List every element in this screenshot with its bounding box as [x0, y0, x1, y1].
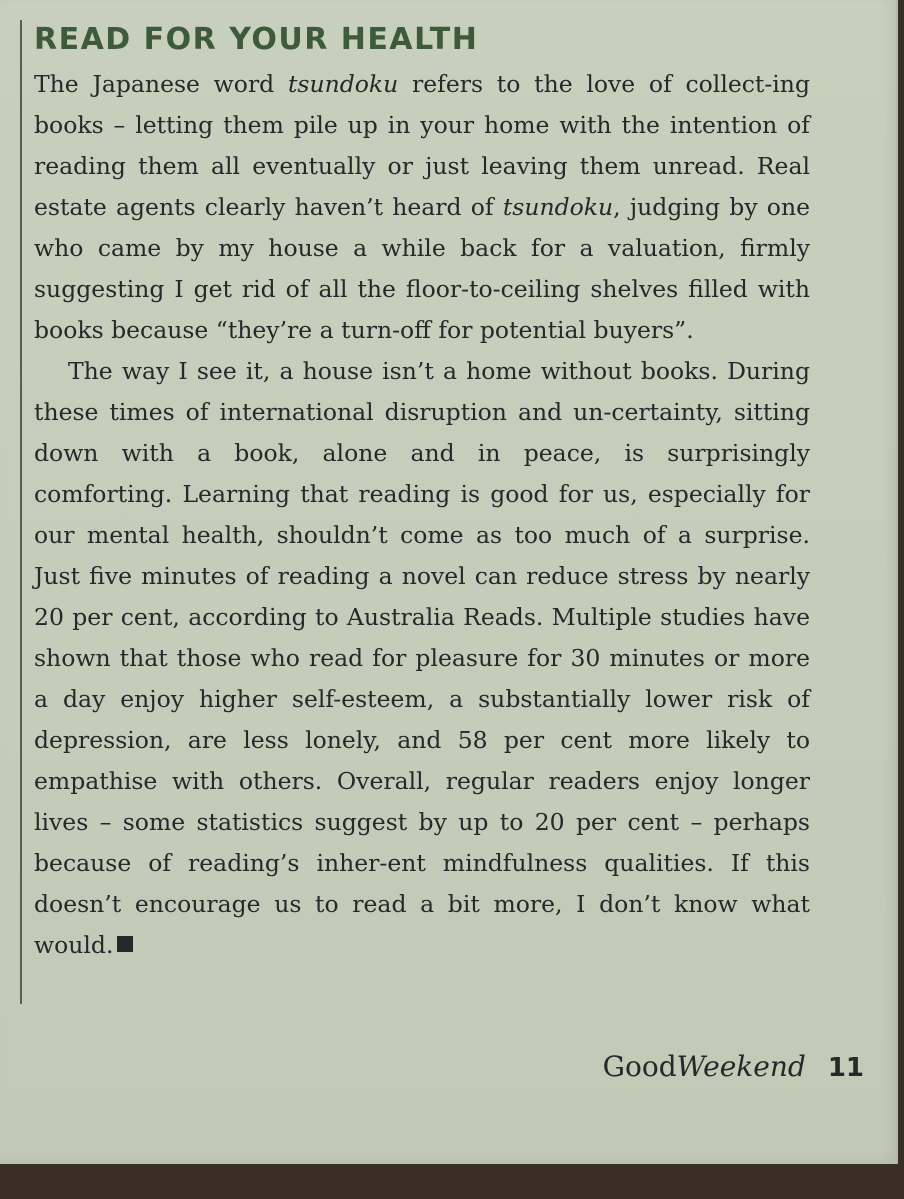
page-footer [603, 1050, 864, 1083]
masthead-weekend: Weekend [676, 1050, 806, 1083]
article [34, 22, 810, 966]
column-rule [20, 20, 22, 1004]
paragraph-1-text-a: The Japanese word [34, 70, 288, 98]
paragraph-2-text: The way I see it, a house isn’t a home without books. During these times of international disruption and un-certainty, sitting down with a book, alone and in peace, is surprisingly comforting. Learning that reading is good for us, especially for our mental health, shouldn’t come as too much of a surprise. Just five minutes of reading a novel can reduce stress by nearly 20 per cent, according to Australia Reads. Multiple studies have shown that those who read for pleasure for 30 minutes or more a day enjoy higher self-esteem, a substantially lower risk of depression, are less lonely, and 58 per cent more likely to empathise with others. Overall, regular readers enjoy longer lives – some statistics suggest by up to 20 per cent – perhaps because of reading’s inher-ent mindfulness qualities. If this doesn’t encourage us to read a bit more, I don’t know what would. [34, 357, 810, 959]
paragraph-1-text-c: , judging by one who came by my house a while back for a valuation, firmly suggesting I get rid of all the floor-to-ceiling shelves filled with books because “they’re a turn-off for potential buyers”. [34, 193, 810, 344]
article-headline: READ FOR YOUR HEALTH [34, 22, 479, 57]
end-of-article-mark [117, 936, 133, 952]
article-paragraph-1 [34, 64, 810, 351]
magazine-masthead [603, 1050, 806, 1083]
masthead-good: Good [602, 1050, 677, 1083]
tsundoku-term: tsundoku [287, 70, 399, 98]
paragraph-1-text-b: refers to the love of collect-ing books – letting them pile up in your home with the intention of reading them all eventually or just leaving them unread. Real estate agents clearly haven’t heard of [34, 70, 810, 221]
page-number: 11 [827, 1053, 864, 1083]
article-paragraph-2 [34, 351, 810, 966]
tsundoku-term: tsundoku [502, 193, 614, 221]
